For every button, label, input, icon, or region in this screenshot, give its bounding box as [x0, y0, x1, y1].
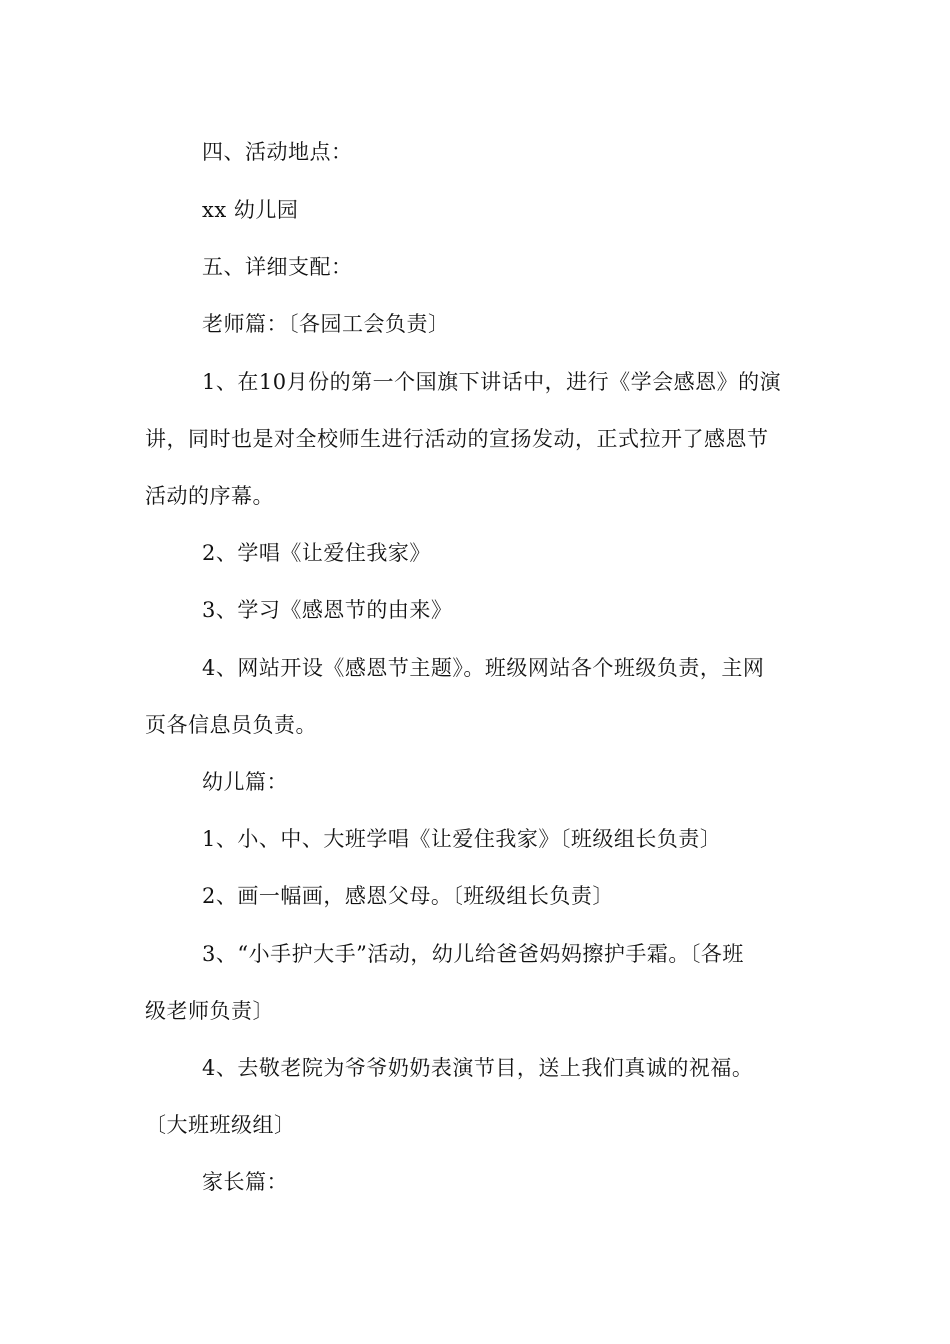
children-item-1: 1、小、中、大班学唱《让爱住我家》〔班级组长负责〕 [202, 827, 722, 851]
teacher-item-4-line-2: 页各信息员负责。 [145, 713, 317, 737]
teacher-item-1-line-1: 1、在10月份的第一个国旗下讲话中，进行《学会感恩》的演 [202, 370, 782, 394]
children-item-3-line-2: 级老师负责〕 [145, 999, 274, 1023]
section-teachers: 老师篇：〔各园工会负责〕 [202, 312, 450, 336]
teacher-item-1-line-2: 讲，同时也是对全校师生进行活动的宣扬发动，正式拉开了感恩节 [145, 427, 769, 451]
teacher-item-3: 3、学习《感恩节的由来》 [202, 598, 453, 622]
heading-activity-location: 四、活动地点： [202, 140, 353, 164]
teacher-item-2: 2、学唱《让爱住我家》 [202, 541, 431, 565]
children-item-2: 2、画一幅画，感恩父母。〔班级组长负责〕 [202, 884, 614, 908]
teacher-item-4-line-1: 4、网站开设《感恩节主题》。班级网站各个班级负责，主网 [202, 656, 765, 680]
section-children: 幼儿篇： [202, 770, 288, 794]
children-item-4-line-2: 〔大班班级组〕 [145, 1113, 296, 1137]
children-item-4-line-1: 4、去敬老院为爷爷奶奶表演节目，送上我们真诚的祝福。 [202, 1056, 754, 1080]
heading-detailed-arrangement: 五、详细支配： [202, 255, 353, 279]
teacher-item-1-line-3: 活动的序幕。 [145, 484, 274, 508]
location-text: xx 幼儿园 [202, 198, 299, 222]
section-parents: 家长篇： [202, 1170, 288, 1194]
children-item-3-line-1: 3、“小手护大手”活动，幼儿给爸爸妈妈擦护手霜。〔各班 [202, 942, 744, 966]
